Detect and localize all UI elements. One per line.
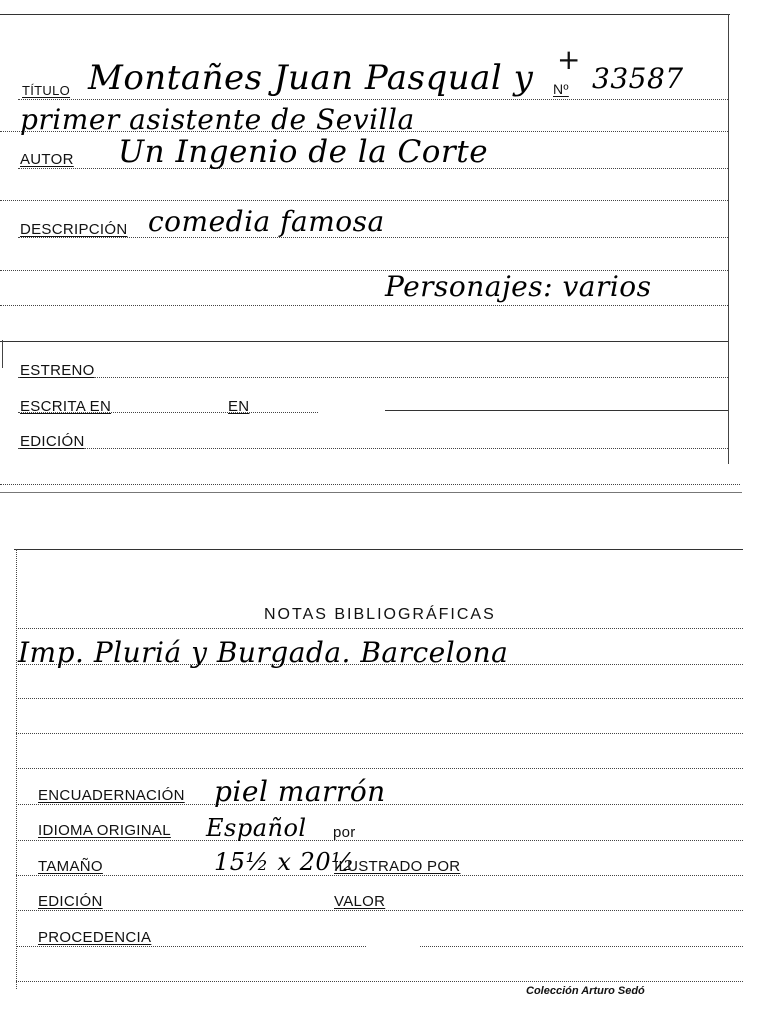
tamano-label: TAMAÑO: [38, 858, 103, 875]
rule: [16, 628, 743, 629]
ilustrado-label: ILUSTRADO POR: [334, 858, 461, 875]
notas-heading: NOTAS BIBLIOGRÁFICAS: [264, 606, 496, 623]
rule: [0, 484, 740, 485]
rule: [18, 448, 728, 449]
number-value: 33587: [592, 62, 684, 95]
rule: [18, 99, 728, 100]
personajes-value: Personajes: varios: [385, 270, 652, 303]
rule: [420, 946, 743, 947]
left-mark: [2, 340, 3, 368]
descripcion-value: comedia famosa: [148, 205, 385, 238]
idioma-label: IDIOMA ORIGINAL: [38, 822, 171, 839]
descripcion-label: DESCRIPCIÓN: [20, 221, 128, 238]
rule: [385, 410, 728, 411]
rule: [16, 875, 743, 876]
tamano-value: 15½ x 20½: [214, 848, 355, 876]
rule: [16, 733, 743, 734]
escrita-label: ESCRITA EN: [20, 398, 112, 415]
card-top-border: [14, 549, 743, 550]
rule: [0, 200, 728, 201]
rule: [0, 341, 728, 342]
estreno-label: ESTRENO: [20, 362, 95, 379]
collection-credit: Colección Arturo Sedó: [526, 985, 645, 997]
rule: [16, 698, 743, 699]
edicion-label: EDICIÓN: [20, 433, 85, 450]
card-left-border: [16, 549, 17, 989]
titulo-value-line2: primer asistente de Sevilla: [20, 103, 415, 136]
rule: [16, 910, 743, 911]
edicion-label: EDICIÓN: [38, 893, 103, 910]
titulo-label: TÍTULO: [22, 83, 71, 98]
number-label: Nº: [553, 81, 569, 97]
card-right-border: [728, 14, 729, 464]
encuadernacion-label: ENCUADERNACIÓN: [38, 787, 185, 804]
cross-mark: +: [557, 43, 581, 76]
idioma-value: Español: [206, 814, 307, 842]
autor-label: AUTOR: [20, 151, 74, 168]
encuadernacion-value: piel marrón: [214, 775, 386, 808]
valor-label: VALOR: [334, 893, 386, 910]
notas-value: Imp. Pluriá y Burgada. Barcelona: [18, 636, 509, 669]
titulo-value-line1: Montañes Juan Pasqual y: [88, 58, 534, 98]
rule: [0, 305, 728, 306]
autor-value: Un Ingenio de la Corte: [118, 134, 489, 170]
card-top-border: [0, 14, 730, 15]
rule: [16, 981, 743, 982]
en-label: EN: [228, 398, 250, 415]
rule: [16, 946, 366, 947]
rule: [16, 840, 743, 841]
por-label: por: [333, 824, 356, 841]
card-separator: [0, 492, 742, 493]
rule: [18, 377, 728, 378]
procedencia-label: PROCEDENCIA: [38, 929, 152, 946]
rule: [16, 768, 743, 769]
